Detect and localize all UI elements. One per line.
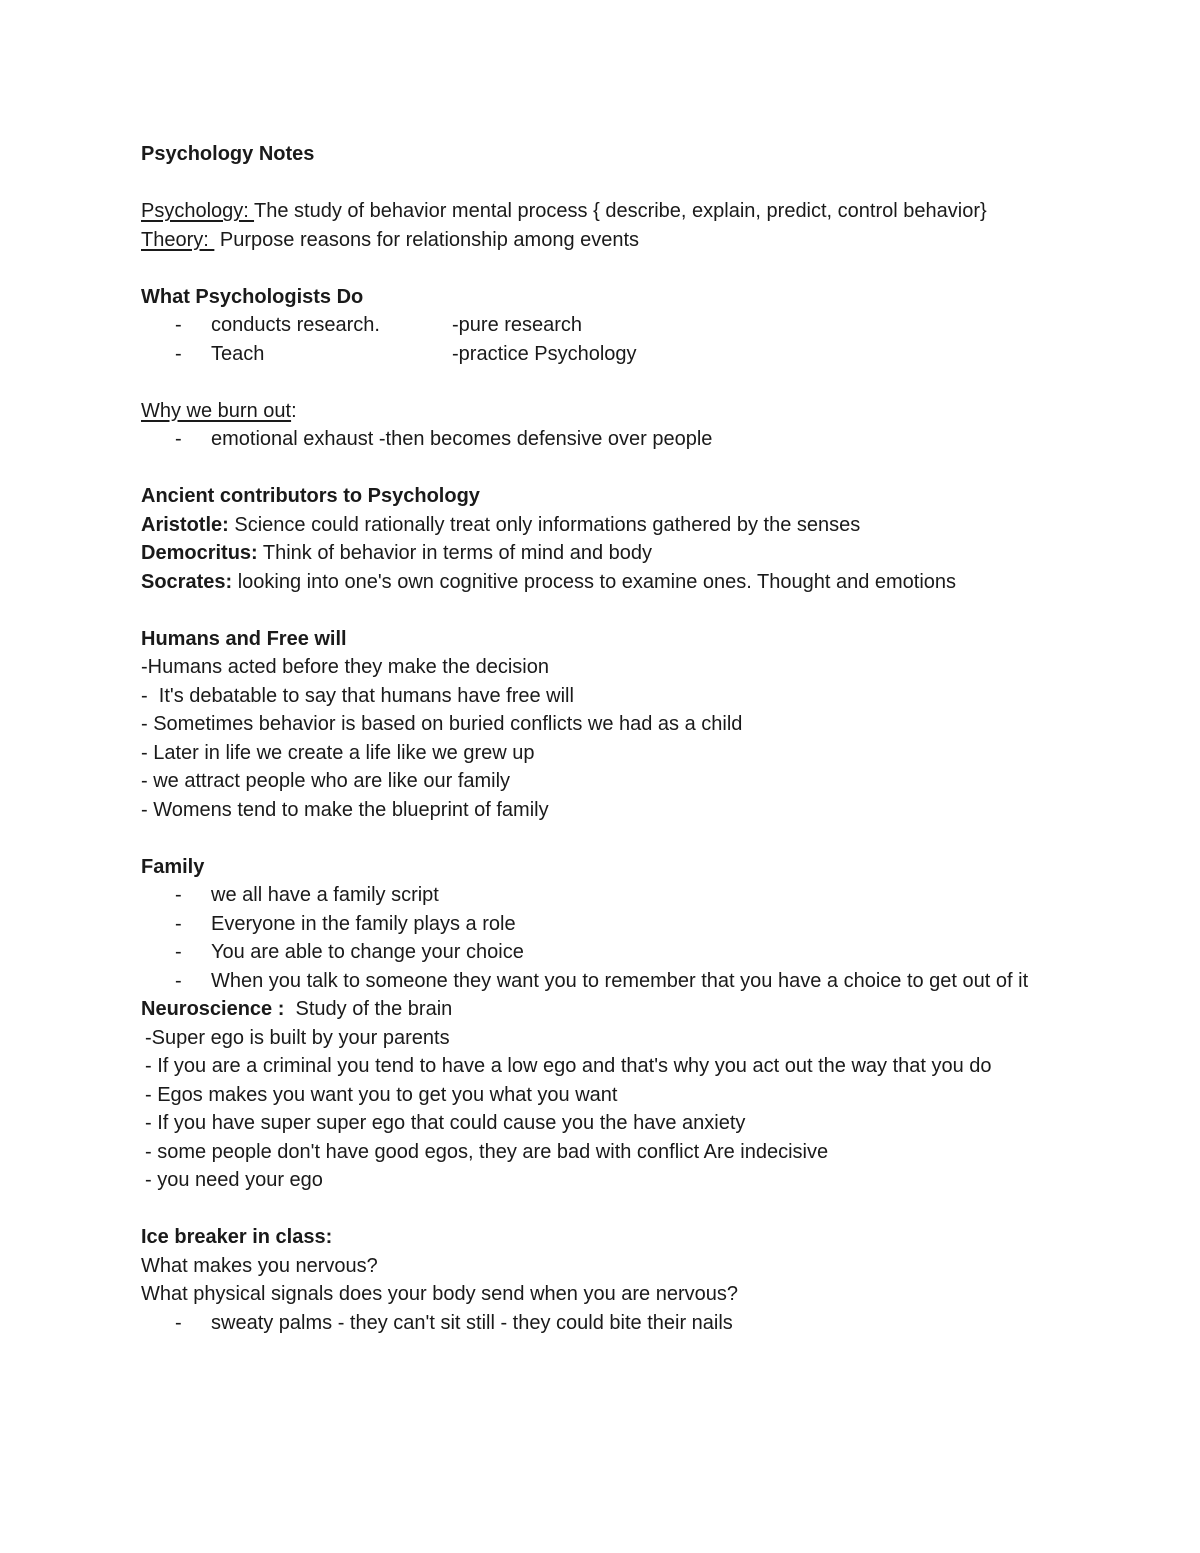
note-line: - Sometimes behavior is based on buried conflicts we had as a child — [141, 713, 743, 735]
list-item-text: sweaty palms - they can't sit still - they could bite their nails — [211, 1311, 733, 1334]
bullet-dash: - — [175, 314, 182, 336]
neuroscience-label: Neuroscience : — [141, 998, 285, 1020]
list-item — [141, 967, 1071, 996]
note-line: - If you have super super ego that could cause you the have anxiety — [145, 1112, 746, 1134]
definition-psychology — [141, 197, 1071, 226]
list-item-text: emotional exhaust -then becomes defensive over people — [211, 428, 713, 450]
contributor-text: Science could rationally treat only informations gathered by the senses — [228, 513, 861, 536]
spacer — [141, 596, 1071, 625]
burn-out-label: Why we burn out — [141, 399, 292, 422]
section-heading: Humans and Free will — [141, 627, 347, 650]
list-item-text: You are able to change your choice — [211, 941, 524, 963]
contributor-text: Think of behavior in terms of mind and body — [257, 542, 652, 564]
bullet-dash: - — [175, 912, 182, 935]
contributor-name: Socrates: — [141, 570, 233, 593]
note-line: - If you are a criminal you tend to have a low ego and that's why you act out the way that you do — [145, 1055, 992, 1077]
contributor-entry — [141, 568, 1071, 597]
list-item — [141, 425, 1071, 454]
question-line: What makes you nervous? — [141, 1254, 378, 1277]
contributor-entry — [141, 511, 1071, 540]
contributor-name: Democritus: — [141, 542, 258, 564]
page-title: Psychology Notes — [141, 143, 315, 165]
spacer — [141, 169, 1071, 198]
list-item-second-column: -pure research — [452, 314, 583, 336]
term-text: Purpose reasons for relationship among events — [214, 228, 640, 251]
bullet-dash: - — [175, 969, 182, 992]
contributor-entry — [141, 539, 1071, 568]
list-item — [141, 910, 1071, 939]
neuroscience-text: Study of the brain — [284, 998, 453, 1020]
section-heading: What Psychologists Do — [141, 285, 364, 308]
note-line: - Egos makes you want you to get you what you want — [145, 1083, 618, 1106]
spacer — [141, 1195, 1071, 1224]
note-line: -Super ego is built by your parents — [145, 1026, 450, 1049]
spacer — [141, 824, 1071, 853]
bullet-dash: - — [175, 941, 182, 963]
list-item — [141, 938, 1071, 967]
note-line: - we attract people who are like our family — [141, 770, 511, 792]
bullet-dash: - — [175, 342, 182, 365]
list-item-second-column: -practice Psychology — [452, 342, 637, 365]
list-item — [141, 881, 1071, 910]
spacer — [141, 254, 1071, 283]
document-page — [141, 140, 1071, 1337]
list-item-text: conducts research. — [211, 314, 380, 336]
section-heading — [141, 397, 1071, 426]
term-label: Psychology: — [141, 200, 255, 222]
note-line: - Later in life we create a life like we grew up — [141, 741, 535, 764]
list-item — [141, 340, 1071, 369]
list-item-text: we all have a family script — [211, 884, 439, 906]
spacer — [141, 454, 1071, 483]
neuroscience-definition — [141, 995, 1071, 1024]
note-line: - some people don't have good egos, they are bad with conflict Are indecisive — [145, 1140, 829, 1163]
list-item — [141, 311, 1071, 340]
question-line: What physical signals does your body send when you are nervous? — [141, 1283, 739, 1305]
bullet-dash: - — [175, 428, 182, 450]
spacer — [141, 368, 1071, 397]
note-line: - Womens tend to make the blueprint of family — [141, 798, 549, 821]
list-item-text: When you talk to someone they want you to remember that you have a choice to get out of it — [211, 969, 1029, 992]
note-line: - you need your ego — [145, 1169, 323, 1191]
contributor-text: looking into one's own cognitive process to examine ones. Thought and emotions — [232, 570, 957, 593]
list-item — [141, 1309, 1071, 1338]
list-item-text: Teach — [211, 342, 265, 365]
bullet-dash: - — [175, 884, 182, 906]
section-heading: Family — [141, 855, 205, 878]
bullet-dash: - — [175, 1311, 182, 1334]
definition-theory — [141, 226, 1071, 255]
contributor-name: Aristotle: — [141, 513, 229, 536]
term-label: Theory: — [141, 228, 215, 251]
section-heading: Ancient contributors to Psychology — [141, 485, 480, 507]
section-heading: Ice breaker in class: — [141, 1226, 333, 1248]
colon: : — [291, 399, 297, 422]
list-item-text: Everyone in the family plays a role — [211, 912, 516, 935]
note-line: -Humans acted before they make the decision — [141, 656, 549, 678]
note-line: - It's debatable to say that humans have free will — [141, 684, 574, 707]
term-text: The study of behavior mental process { describe, explain, predict, control behavior} — [254, 200, 987, 222]
